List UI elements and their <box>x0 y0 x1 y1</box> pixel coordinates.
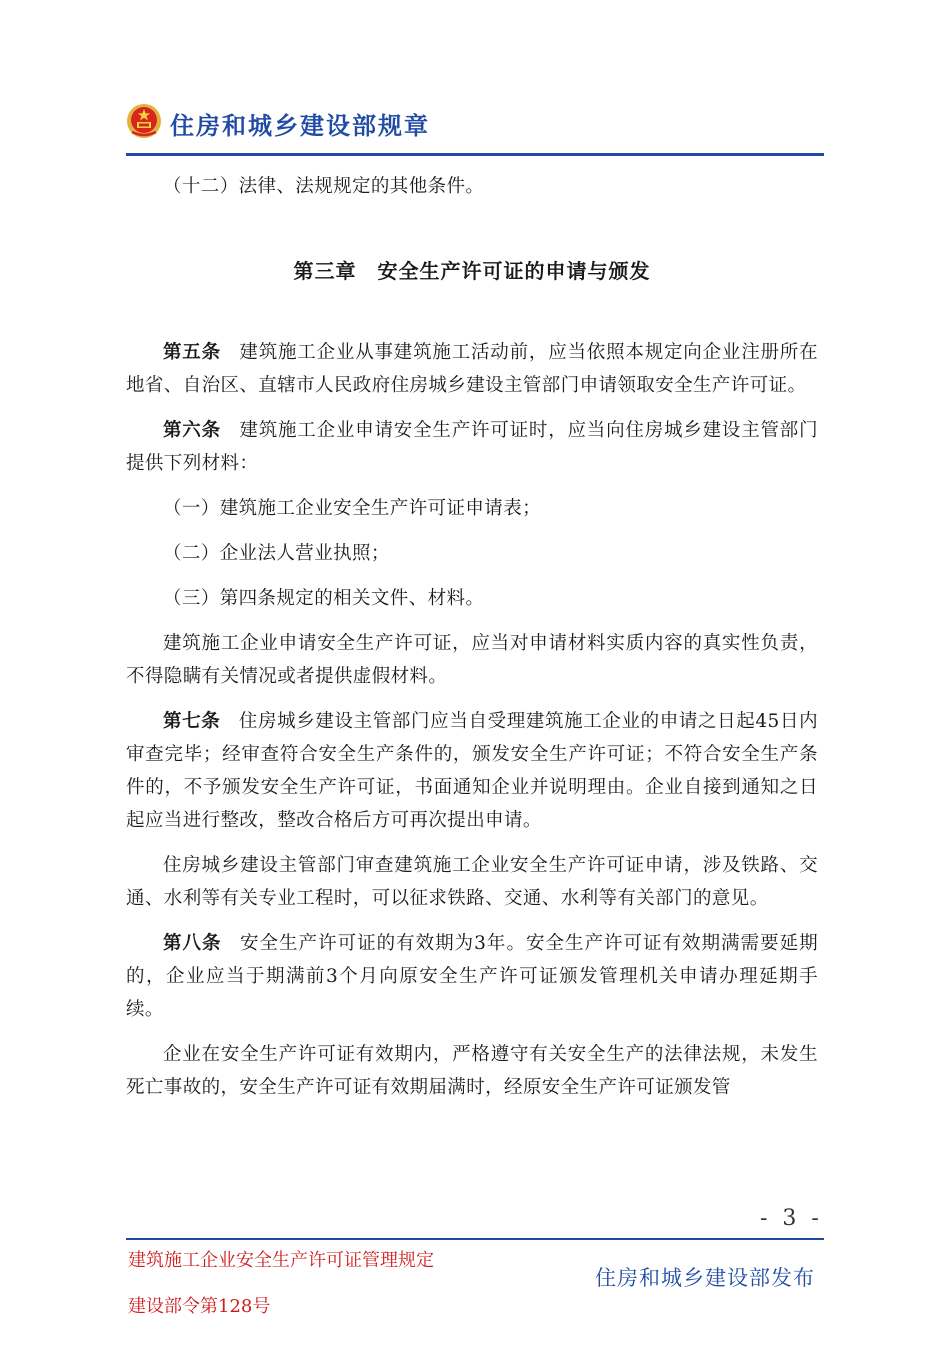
article-8-heading: 第八条 <box>163 933 222 954</box>
paragraph-condition-12: （十二）法律、法规规定的其他条件。 <box>163 176 485 197</box>
article-7-text: 住房城乡建设主管部门应当自受理建筑施工企业的申请之日起45日内审查完毕；经审查符合安全生产条件的，颁发安全生产许可证；不符合安全生产条件的，不予颁发安全生产许可证，书面通知企业并说明理由。企业自接到通知之日起应当进行整改，整改合格后方可再次提出申请。 <box>126 711 818 831</box>
footer-publisher: 住房和城乡建设部发布 <box>595 1266 815 1290</box>
article-7-heading: 第七条 <box>163 711 221 732</box>
article-6 <box>126 414 818 480</box>
article-6-item-2: （二）企业法人营业执照； <box>163 543 390 564</box>
footer-document-number: 建设部令第128号 <box>128 1296 271 1317</box>
article-5 <box>126 336 818 402</box>
article-5-text: 建筑施工企业从事建筑施工活动前，应当依照本规定向企业注册所在地省、自治区、直辖市人民政府住房城乡建设主管部门申请领取安全生产许可证。 <box>126 342 818 396</box>
page-header <box>126 100 824 158</box>
page-number: - 3 - <box>760 1206 823 1231</box>
article-8-paragraph-2: 企业在安全生产许可证有效期内，严格遵守有关安全生产的法律法规，未发生死亡事故的，安全生产许可证有效期届满时，经原安全生产许可证颁发管 <box>126 1044 818 1098</box>
article-7 <box>126 705 818 837</box>
article-5-heading: 第五条 <box>163 342 221 363</box>
article-6-paragraph-2: 建筑施工企业申请安全生产许可证，应当对申请材料实质内容的真实性负责，不得隐瞒有关情况或者提供虚假材料。 <box>126 633 818 687</box>
national-emblem-icon <box>126 102 162 140</box>
header-divider <box>126 153 824 156</box>
footer-divider <box>126 1238 824 1240</box>
article-8-text: 安全生产许可证的有效期为3年。安全生产许可证有效期满需要延期的，企业应当于期满前3个月向原安全生产许可证颁发管理机关申请办理延期手续。 <box>126 933 818 1020</box>
document-body <box>126 170 818 1116</box>
footer-document-title: 建筑施工企业安全生产许可证管理规定 <box>128 1250 434 1271</box>
article-6-item-3: （三）第四条规定的相关文件、材料。 <box>163 588 485 609</box>
chapter-title: 第三章 安全生产许可证的申请与颁发 <box>293 259 651 283</box>
article-7-paragraph-2: 住房城乡建设主管部门审查建筑施工企业安全生产许可证申请，涉及铁路、交通、水利等有关专业工程时，可以征求铁路、交通、水利等有关部门的意见。 <box>126 855 818 909</box>
article-6-text: 建筑施工企业申请安全生产许可证时，应当向住房城乡建设主管部门提供下列材料： <box>126 420 818 474</box>
article-6-item-1: （一）建筑施工企业安全生产许可证申请表； <box>163 498 542 519</box>
article-6-heading: 第六条 <box>163 420 221 441</box>
article-8 <box>126 927 818 1026</box>
header-title: 住房和城乡建设部规章 <box>170 112 430 140</box>
